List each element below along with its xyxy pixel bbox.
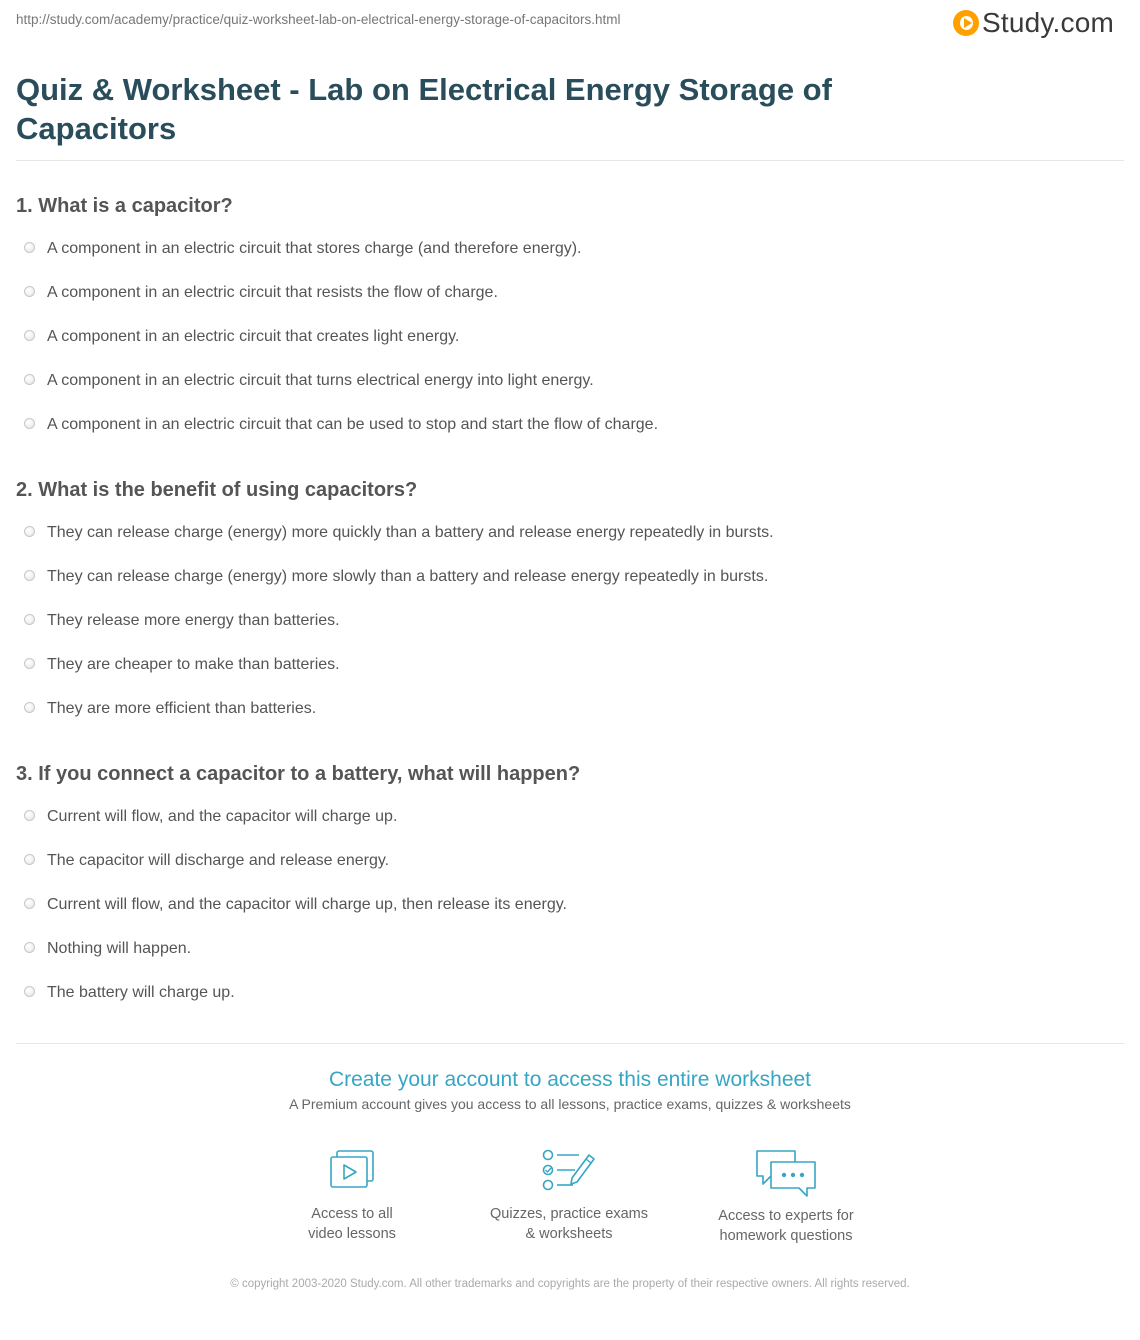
- premium-cta: [0, 1066, 1140, 1112]
- answer-list: [16, 806, 1116, 1026]
- feature-video-lessons: [262, 1148, 442, 1244]
- answer-option[interactable]: [16, 698, 1116, 742]
- chat-bubbles-icon: [753, 1148, 819, 1200]
- radio-button-icon[interactable]: [24, 898, 35, 909]
- question-title: 2. What is the benefit of using capacitors?: [16, 479, 418, 501]
- answer-option[interactable]: [16, 282, 1116, 326]
- answer-option[interactable]: [16, 654, 1116, 698]
- radio-button-icon[interactable]: [24, 286, 35, 297]
- answer-option[interactable]: [16, 806, 1116, 850]
- feature-label-line: Quizzes, practice exams: [490, 1206, 648, 1222]
- answer-text: They are cheaper to make than batteries.: [47, 656, 340, 673]
- question-title: 1. What is a capacitor?: [16, 195, 233, 217]
- play-logo-icon: [953, 10, 979, 36]
- radio-button-icon[interactable]: [24, 570, 35, 581]
- page-title: Quiz & Worksheet - Lab on Electrical Energy Storage of Capacitors: [16, 72, 832, 146]
- feature-experts: [696, 1148, 876, 1246]
- answer-text: A component in an electric circuit that can be used to stop and start the flow of charge.: [47, 416, 659, 433]
- radio-button-icon[interactable]: [24, 702, 35, 713]
- feature-list: [0, 1148, 1140, 1248]
- answer-option[interactable]: [16, 938, 1116, 982]
- answer-list: [16, 522, 1116, 742]
- video-lessons-icon: [324, 1148, 380, 1198]
- answer-option[interactable]: [16, 326, 1116, 370]
- answer-text: Current will flow, and the capacitor will charge up.: [47, 808, 398, 825]
- header-divider: [16, 160, 1124, 161]
- feature-label-line: video lessons: [308, 1226, 396, 1242]
- answer-text: The capacitor will discharge and release energy.: [47, 852, 390, 869]
- radio-button-icon[interactable]: [24, 942, 35, 953]
- feature-quizzes: [479, 1148, 659, 1244]
- answer-option[interactable]: [16, 894, 1116, 938]
- answer-option[interactable]: [16, 238, 1116, 282]
- page-url: http://study.com/academy/practice/quiz-worksheet-lab-on-electrical-energy-storage-of-capacitors.html: [16, 12, 621, 27]
- answer-option[interactable]: [16, 414, 1116, 458]
- answer-option[interactable]: [16, 522, 1116, 566]
- answer-option[interactable]: [16, 566, 1116, 610]
- answer-text: They can release charge (energy) more slowly than a battery and release energy repeatedly in bursts.: [47, 568, 769, 585]
- question-3: [16, 760, 1116, 1026]
- answer-text: They are more efficient than batteries.: [47, 700, 317, 717]
- answer-text: Nothing will happen.: [47, 940, 192, 957]
- question-title: 3. If you connect a capacitor to a battery, what will happen?: [16, 763, 581, 785]
- radio-button-icon[interactable]: [24, 854, 35, 865]
- radio-button-icon[interactable]: [24, 614, 35, 625]
- answer-text: A component in an electric circuit that turns electrical energy into light energy.: [47, 372, 594, 389]
- answer-text: Current will flow, and the capacitor will charge up, then release its energy.: [47, 896, 567, 913]
- cta-subtitle: A Premium account gives you access to all lessons, practice exams, quizzes & worksheets: [289, 1096, 851, 1112]
- radio-button-icon[interactable]: [24, 986, 35, 997]
- radio-button-icon[interactable]: [24, 374, 35, 385]
- radio-button-icon[interactable]: [24, 330, 35, 341]
- radio-button-icon[interactable]: [24, 658, 35, 669]
- quiz-checklist-icon: [539, 1148, 599, 1198]
- answer-option[interactable]: [16, 982, 1116, 1026]
- cta-divider: [16, 1043, 1124, 1044]
- answer-text: A component in an electric circuit that stores charge (and therefore energy).: [47, 240, 582, 257]
- feature-label-line: & worksheets: [525, 1226, 613, 1242]
- answer-text: They can release charge (energy) more quickly than a battery and release energy repeatedly in bursts.: [47, 524, 774, 541]
- question-1: [16, 192, 1116, 458]
- radio-button-icon[interactable]: [24, 242, 35, 253]
- answer-list: [16, 238, 1116, 458]
- answer-option[interactable]: [16, 610, 1116, 654]
- question-2: [16, 476, 1116, 742]
- study-logo[interactable]: [953, 6, 1114, 40]
- answer-option[interactable]: [16, 850, 1116, 894]
- radio-button-icon[interactable]: [24, 418, 35, 429]
- answer-text: The battery will charge up.: [47, 984, 235, 1001]
- feature-label-line: Access to experts for: [718, 1208, 854, 1224]
- copyright-footer: © copyright 2003-2020 Study.com. All other trademarks and copyrights are the property of their respective owners. All rights reserved.: [230, 1278, 910, 1290]
- feature-label-line: homework questions: [719, 1228, 853, 1244]
- feature-label-line: Access to all: [311, 1206, 393, 1222]
- radio-button-icon[interactable]: [24, 810, 35, 821]
- answer-text: A component in an electric circuit that creates light energy.: [47, 328, 460, 345]
- answer-option[interactable]: [16, 370, 1116, 414]
- logo-text: Study.com: [982, 7, 1114, 38]
- answer-text: They release more energy than batteries.: [47, 612, 340, 629]
- answer-text: A component in an electric circuit that resists the flow of charge.: [47, 284, 498, 301]
- cta-title-link[interactable]: Create your account to access this entire worksheet: [328, 1068, 812, 1091]
- radio-button-icon[interactable]: [24, 526, 35, 537]
